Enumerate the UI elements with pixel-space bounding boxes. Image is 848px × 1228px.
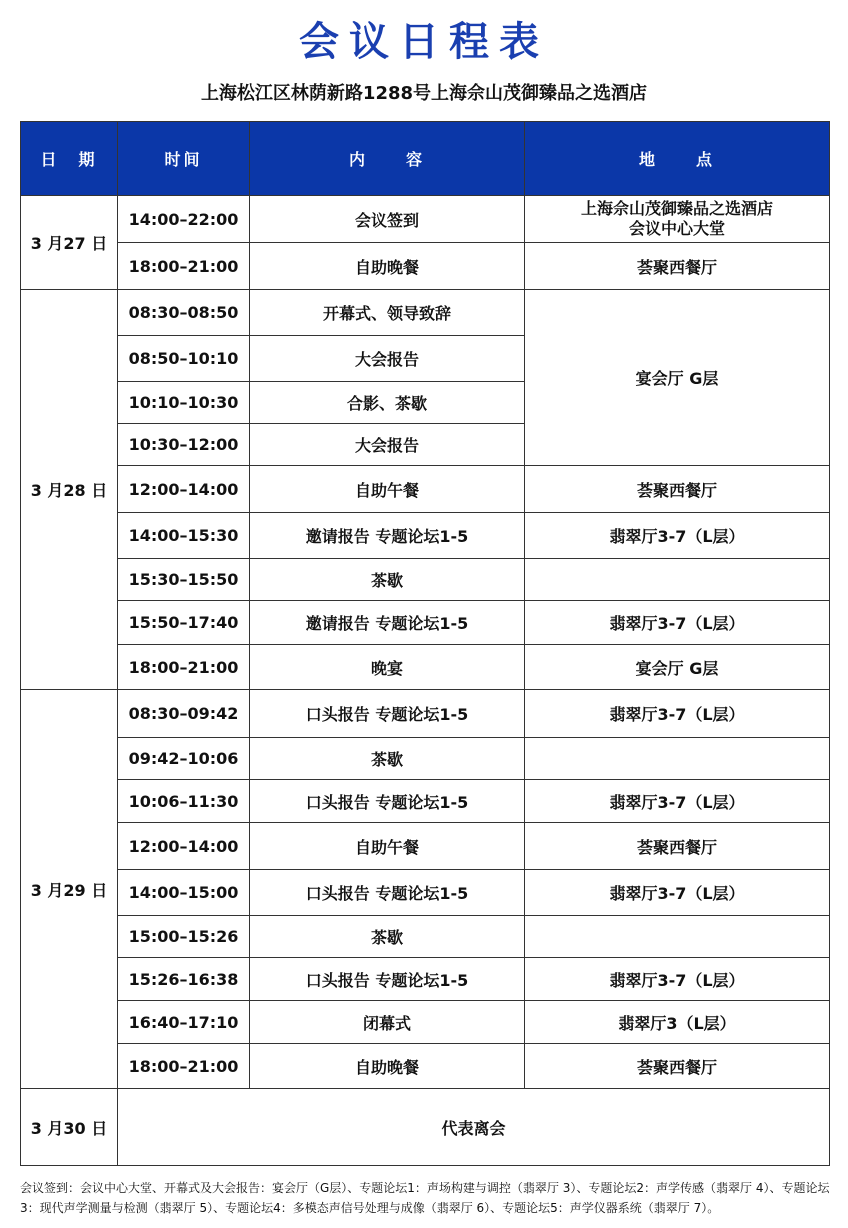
footnote: 会议签到：会议中心大堂、开幕式及大会报告：宴会厅（G层）、专题论坛1：声场构建与调控（翡翠厅 3）、专题论坛2：声学传感（翡翠厅 4）、专题论坛3：现代声学测量与检测（翡翠厅 5）、专题论坛4：多模态声信号处理与成像（翡翠厅 6）、专题论坛5：声学仪器系统（翡翠厅 7）。 bbox=[20, 1181, 830, 1215]
table-row bbox=[21, 958, 830, 1001]
content-cell: 自助晚餐 bbox=[250, 243, 525, 290]
date-cell: 3 月27 日 bbox=[21, 196, 118, 290]
header-content: 内 容 bbox=[250, 122, 525, 196]
time-cell: 15:00–15:26 bbox=[118, 916, 250, 958]
table-row bbox=[21, 1089, 830, 1166]
time-cell: 08:30–09:42 bbox=[118, 690, 250, 738]
place-cell: 荟聚西餐厅 bbox=[525, 823, 830, 870]
table-row bbox=[21, 738, 830, 780]
place-cell bbox=[525, 196, 830, 243]
date-cell: 3 月28 日 bbox=[21, 290, 118, 690]
table-row bbox=[21, 196, 830, 243]
time-cell: 15:50–17:40 bbox=[118, 601, 250, 645]
table-row bbox=[21, 870, 830, 916]
time-cell: 09:42–10:06 bbox=[118, 738, 250, 780]
content-cell: 茶歇 bbox=[250, 738, 525, 780]
content-cell: 自助晚餐 bbox=[250, 1044, 525, 1089]
time-cell: 12:00–14:00 bbox=[118, 466, 250, 513]
table-row bbox=[21, 1001, 830, 1044]
content-cell: 代表离会 bbox=[118, 1089, 830, 1166]
date-cell: 3 月30 日 bbox=[21, 1089, 118, 1166]
content-cell: 开幕式、领导致辞 bbox=[250, 290, 525, 336]
content-cell: 合影、茶歇 bbox=[250, 382, 525, 424]
time-cell: 12:00–14:00 bbox=[118, 823, 250, 870]
header-date: 日 期 bbox=[21, 122, 118, 196]
content-cell: 口头报告 专题论坛1-5 bbox=[250, 690, 525, 738]
table-row bbox=[21, 513, 830, 559]
content-cell: 口头报告 专题论坛1-5 bbox=[250, 958, 525, 1001]
time-cell: 14:00–15:30 bbox=[118, 513, 250, 559]
time-cell: 14:00–15:00 bbox=[118, 870, 250, 916]
table-row bbox=[21, 823, 830, 870]
content-cell: 邀请报告 专题论坛1-5 bbox=[250, 513, 525, 559]
place-cell: 荟聚西餐厅 bbox=[525, 466, 830, 513]
content-cell: 会议签到 bbox=[250, 196, 525, 243]
table-row bbox=[21, 601, 830, 645]
place-cell: 翡翠厅3-7（L层） bbox=[525, 601, 830, 645]
content-cell: 邀请报告 专题论坛1-5 bbox=[250, 601, 525, 645]
place-cell bbox=[525, 916, 830, 958]
content-cell: 茶歇 bbox=[250, 916, 525, 958]
page-title: 会议日程表 bbox=[299, 19, 549, 65]
place-cell bbox=[525, 559, 830, 601]
table-row bbox=[21, 290, 830, 336]
content-cell: 大会报告 bbox=[250, 424, 525, 466]
place-cell: 翡翠厅3-7（L层） bbox=[525, 870, 830, 916]
header-time: 时间 bbox=[118, 122, 250, 196]
schedule-table bbox=[20, 121, 830, 1166]
header-place: 地 点 bbox=[525, 122, 830, 196]
time-cell: 18:00–21:00 bbox=[118, 645, 250, 690]
time-cell: 18:00–21:00 bbox=[118, 1044, 250, 1089]
header-row bbox=[21, 122, 830, 196]
time-cell: 15:26–16:38 bbox=[118, 958, 250, 1001]
time-cell: 15:30–15:50 bbox=[118, 559, 250, 601]
table-row bbox=[21, 243, 830, 290]
content-cell: 口头报告 专题论坛1-5 bbox=[250, 870, 525, 916]
content-cell: 茶歇 bbox=[250, 559, 525, 601]
place-cell: 翡翠厅3-7（L层） bbox=[525, 958, 830, 1001]
table-row bbox=[21, 1044, 830, 1089]
table-row bbox=[21, 645, 830, 690]
table-row bbox=[21, 780, 830, 823]
place-cell: 翡翠厅3（L层） bbox=[525, 1001, 830, 1044]
time-cell: 10:06–11:30 bbox=[118, 780, 250, 823]
table-row bbox=[21, 916, 830, 958]
time-cell: 16:40–17:10 bbox=[118, 1001, 250, 1044]
place-cell: 荟聚西餐厅 bbox=[525, 243, 830, 290]
date-cell: 3 月29 日 bbox=[21, 690, 118, 1089]
place-line: 上海佘山茂御臻品之选酒店 bbox=[580, 199, 773, 218]
time-cell: 10:30–12:00 bbox=[118, 424, 250, 466]
content-cell: 大会报告 bbox=[250, 336, 525, 382]
table-row bbox=[21, 690, 830, 738]
content-cell: 闭幕式 bbox=[250, 1001, 525, 1044]
time-cell: 18:00–21:00 bbox=[118, 243, 250, 290]
venue-address: 上海松江区林荫新路1288号上海佘山茂御臻品之选酒店 bbox=[200, 83, 648, 104]
place-cell: 宴会厅 G层 bbox=[525, 645, 830, 690]
place-cell: 荟聚西餐厅 bbox=[525, 1044, 830, 1089]
table-row bbox=[21, 559, 830, 601]
content-cell: 自助午餐 bbox=[250, 823, 525, 870]
time-cell: 14:00–22:00 bbox=[118, 196, 250, 243]
content-cell: 自助午餐 bbox=[250, 466, 525, 513]
table-row bbox=[21, 466, 830, 513]
time-cell: 08:30–08:50 bbox=[118, 290, 250, 336]
place-line: 会议中心大堂 bbox=[628, 219, 725, 238]
place-cell bbox=[525, 738, 830, 780]
time-cell: 10:10–10:30 bbox=[118, 382, 250, 424]
time-cell: 08:50–10:10 bbox=[118, 336, 250, 382]
place-cell: 宴会厅 G层 bbox=[525, 290, 830, 466]
place-cell: 翡翠厅3-7（L层） bbox=[525, 690, 830, 738]
place-cell: 翡翠厅3-7（L层） bbox=[525, 513, 830, 559]
content-cell: 晚宴 bbox=[250, 645, 525, 690]
place-cell: 翡翠厅3-7（L层） bbox=[525, 780, 830, 823]
content-cell: 口头报告 专题论坛1-5 bbox=[250, 780, 525, 823]
